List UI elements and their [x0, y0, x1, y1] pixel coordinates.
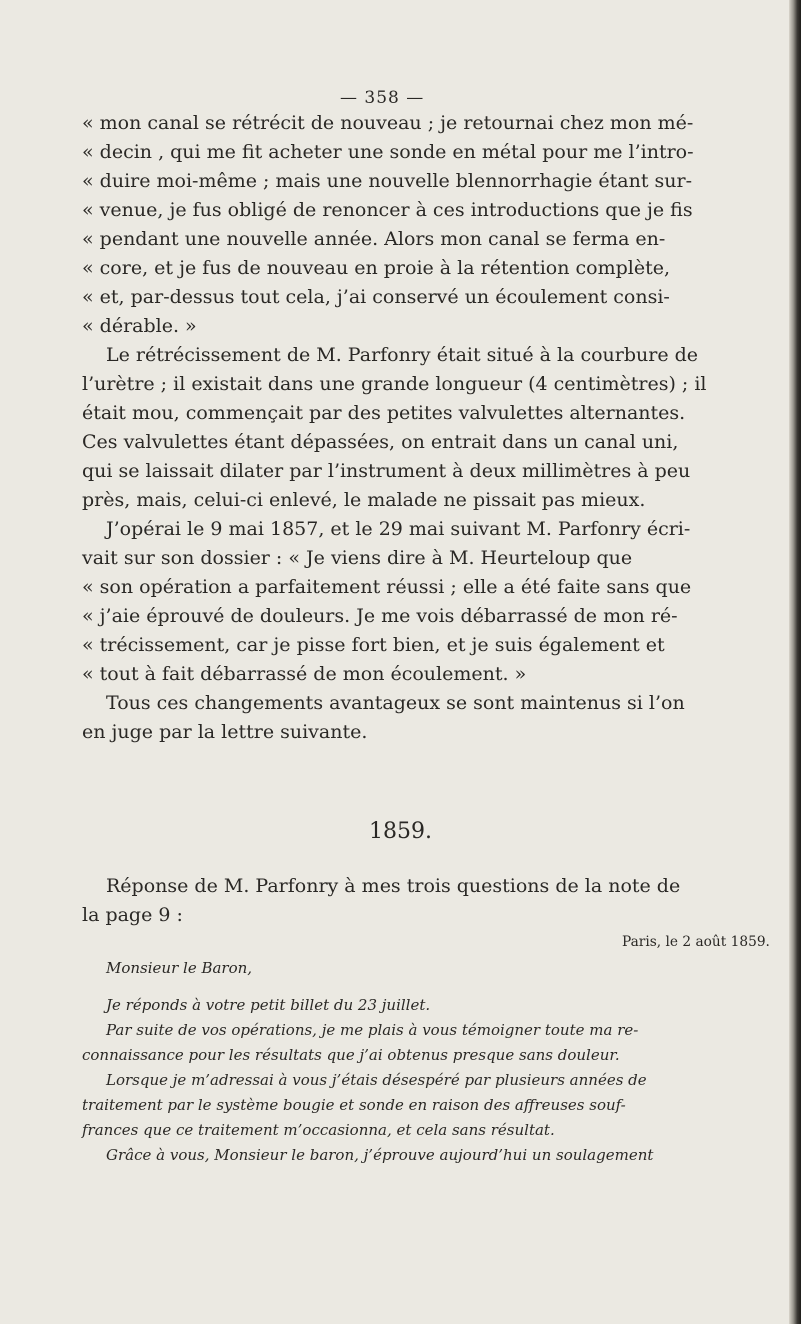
text-line: « duire moi-même ; mais une nouvelle blennorrhagie étant sur- [82, 170, 693, 192]
text-line: « j’aie éprouvé de douleurs. Je me vois débarrassé de mon ré- [82, 605, 678, 627]
text-line: Le rétrécissement de M. Parfonry était situé à la courbure de [106, 344, 699, 366]
text-line: Réponse de M. Parfonry à mes trois questions de la note de [106, 875, 681, 897]
letter-line: Grâce à vous, Monsieur le baron, j’éprouve aujourd’hui un soulagement [106, 1146, 654, 1164]
text-line: « mon canal se rétrécit de nouveau ; je retournai chez mon mé- [82, 112, 694, 134]
text-line: près, mais, celui-ci enlevé, le malade ne pissait pas mieux. [82, 489, 646, 511]
text-line: « pendant une nouvelle année. Alors mon canal se ferma en- [82, 228, 666, 250]
text-line: « decin , qui me fit acheter une sonde en métal pour me l’intro- [82, 141, 694, 163]
text-line: Tous ces changements avantageux se sont maintenus si l’on [106, 692, 685, 714]
text-line: « core, et je fus de nouveau en proie à la rétention complète, [82, 257, 670, 279]
text-line: la page 9 : [82, 904, 183, 926]
text-line: « venue, je fus obligé de renoncer à ces introductions que je fis [82, 199, 693, 221]
letter-line: Je réponds à votre petit billet du 23 juillet. [106, 996, 431, 1014]
letter-line: Par suite de vos opérations, je me plais à vous témoigner toute ma re- [106, 1021, 639, 1039]
text-line: J’opérai le 9 mai 1857, et le 29 mai suivant M. Parfonry écri- [106, 518, 691, 540]
letter-line: Lorsque je m’adressai à vous j’étais désespéré par plusieurs années de [106, 1071, 647, 1089]
letter-line: traitement par le système bougie et sonde en raison des affreuses souf- [82, 1096, 626, 1114]
text-line: Ces valvulettes étant dépassées, on entrait dans un canal uni, [82, 431, 679, 453]
letter-line: connaissance pour les résultats que j’ai obtenus presque sans douleur. [82, 1046, 620, 1064]
text-line: l’urètre ; il existait dans une grande longueur (4 centimètres) ; il [82, 373, 707, 395]
text-line: qui se laissait dilater par l’instrument à deux millimètres à peu [82, 460, 691, 482]
running-head: — 358 — [340, 88, 425, 108]
text-line: « son opération a parfaitement réussi ; elle a été faite sans que [82, 576, 692, 598]
text-line: vait sur son dossier : « Je viens dire à M. Heurteloup que [82, 547, 633, 569]
letter-salutation: Monsieur le Baron, [106, 959, 253, 977]
text-line: était mou, commençait par des petites valvulettes alternantes. [82, 402, 686, 424]
text-line: en juge par la lettre suivante. [82, 721, 368, 743]
page-edge-shadow [789, 0, 801, 1324]
letter-line: frances que ce traitement m’occasionna, et cela sans résultat. [82, 1121, 555, 1139]
text-line: « trécissement, car je pisse fort bien, et je suis également et [82, 634, 665, 656]
section-year: 1859. [369, 819, 432, 844]
letter-date: Paris, le 2 août 1859. [622, 934, 770, 950]
text-line: « et, par-dessus tout cela, j’ai conservé un écoulement consi- [82, 286, 670, 308]
text-line: « dérable. » [82, 315, 197, 337]
text-line: « tout à fait débarrassé de mon écoulement. » [82, 663, 527, 685]
